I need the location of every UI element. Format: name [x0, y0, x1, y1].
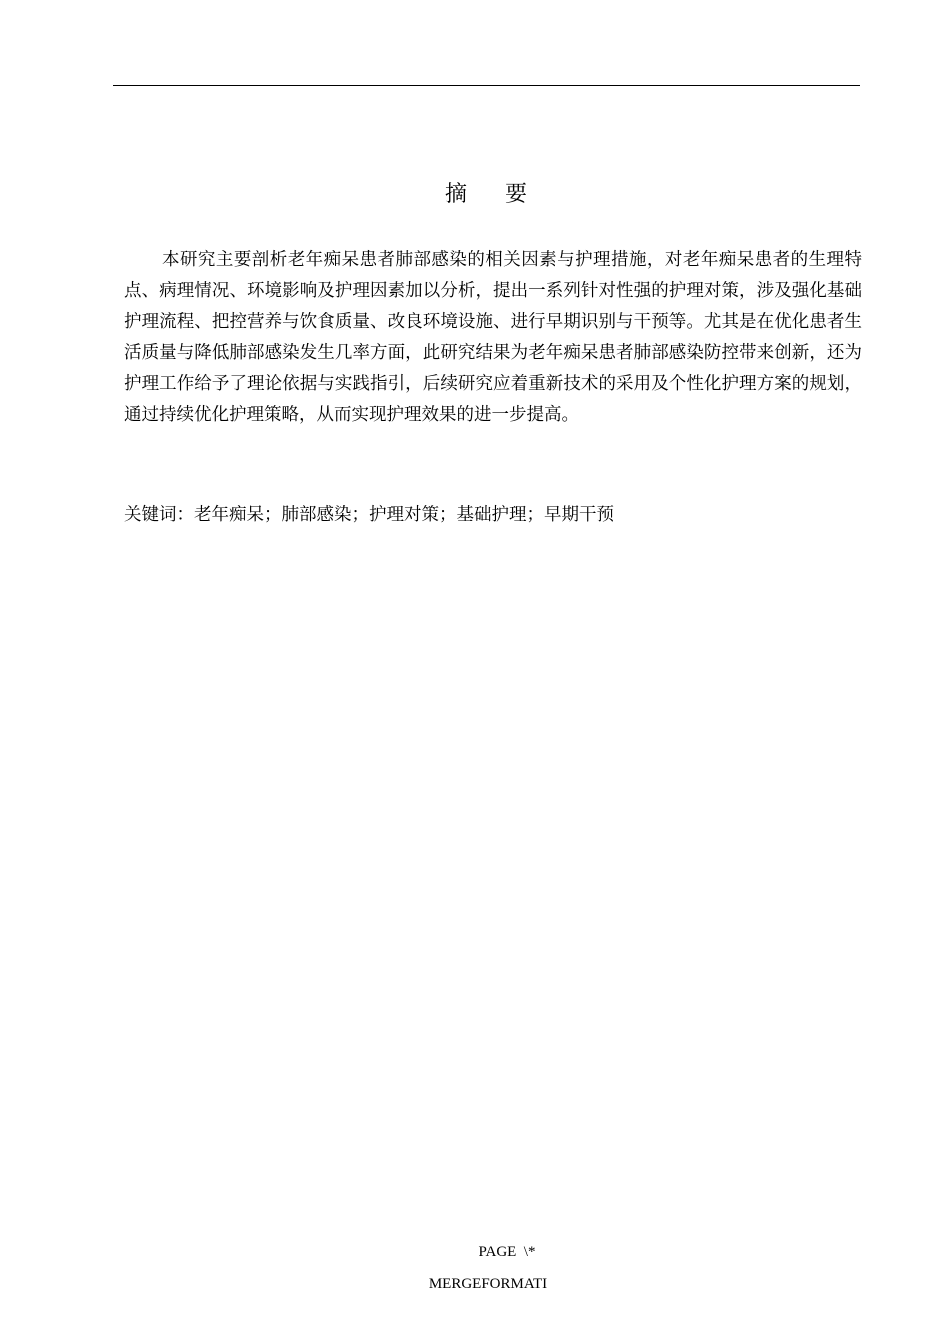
page-field-line-2: MERGEFORMATI: [428, 1276, 548, 1292]
keywords-list: 老年痴呆；肺部感染；护理对策；基础护理；早期干预: [194, 505, 614, 525]
title-char-2: 要: [505, 182, 528, 207]
title-char-1: 摘: [444, 182, 467, 207]
page-title: [0, 180, 950, 210]
page-field-line-1: PAGE \*: [478, 1244, 536, 1260]
keywords-line: [124, 500, 862, 531]
keywords-label: 关键词：: [124, 505, 194, 525]
header-rule: [113, 85, 860, 86]
abstract-paragraph: 本研究主要剖析老年痴呆患者肺部感染的相关因素与护理措施，对老年痴呆患者的生理特点、病理情况、环境影响及护理因素加以分析，提出一系列针对性强的护理对策，涉及强化基础护理流程、把控营养与饮食质量、改良环境设施、进行早期识别与干预等。尤其是在优化患者生活质量与降低肺部感染发生几率方面，此研究结果为老年痴呆患者肺部感染防控带来创新，还为护理工作给予了理论依据与实践指引，后续研究应着重新技术的采用及个性化护理方案的规划，通过持续优化护理策略，从而实现护理效果的进一步提高。: [124, 250, 862, 425]
